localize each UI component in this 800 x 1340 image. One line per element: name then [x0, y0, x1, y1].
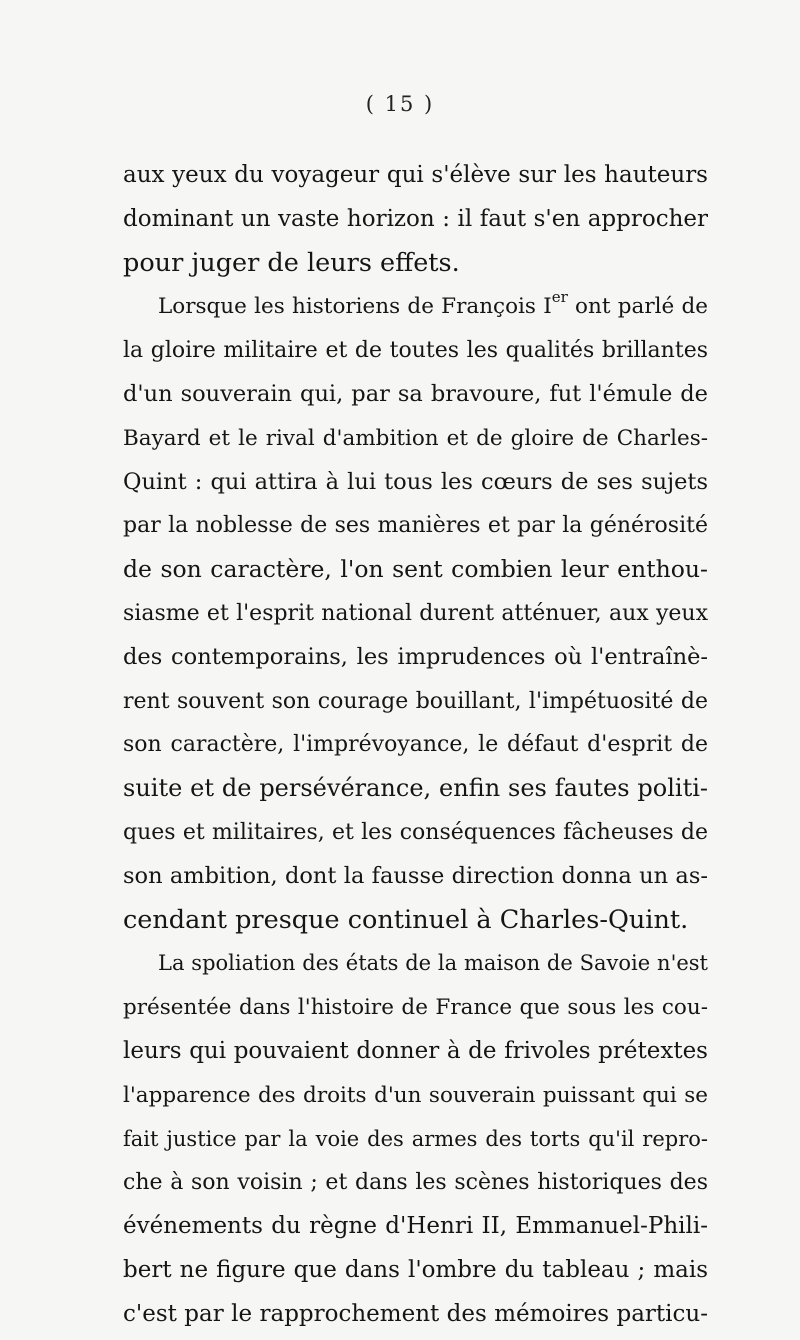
page-number: ( 15 )	[365, 92, 435, 116]
text-line: c'est par le rapprochement des mémoires particu-	[123, 1300, 708, 1327]
text-line: événements du règne d'Henri II, Emmanuel-Phili-	[123, 1213, 708, 1240]
body-text	[123, 154, 708, 1337]
text-line: Bayard et le rival d'ambition et de gloire de Charles-	[123, 425, 708, 451]
text-line: des contemporains, les imprudences où l'entraînè-	[123, 643, 708, 670]
paragraph-1	[123, 154, 708, 285]
text-line: pour juger de leurs effets.	[123, 247, 460, 278]
text-line: aux yeux du voyageur qui s'élève sur les hauteurs	[123, 162, 708, 188]
text-segment: Lorsque les historiens de François I	[158, 294, 552, 320]
superscript: er	[551, 288, 568, 307]
text-line: suite et de persévérance, enfin ses fautes politi-	[123, 774, 708, 803]
text-line: ques et militaires, et les conséquences fâcheuses de	[123, 819, 708, 845]
text-line: siasme et l'esprit national durent atténuer, aux yeux	[123, 600, 708, 626]
text-line: présentée dans l'histoire de France que sous les cou-	[123, 995, 708, 1021]
text-line: de son caractère, l'on sent combien leur enthou-	[123, 555, 708, 584]
text-line: d'un souverain qui, par sa bravoure, fut l'émule de	[123, 380, 708, 407]
text-line: rent souvent son courage bouillant, l'impétuosité de	[123, 688, 708, 714]
text-segment: ont parlé de	[567, 294, 708, 320]
paragraph-2	[123, 285, 708, 942]
text-line: che à son voisin ; et dans les scènes historiques des	[123, 1170, 708, 1196]
text-line: son caractère, l'imprévoyance, le défaut d'esprit de	[123, 732, 708, 758]
text-line: fait justice par la voie des armes des torts qu'il repro-	[123, 1126, 708, 1151]
text-line: son ambition, dont la fausse direction donna un as-	[123, 862, 708, 889]
paragraph-3	[123, 942, 708, 1336]
text-line: bert ne figure que dans l'ombre du tableau ; mais	[123, 1256, 708, 1283]
text-line	[123, 285, 708, 329]
text-line: Quint : qui attira à lui tous les cœurs de ses sujets	[123, 468, 708, 495]
text-line: leurs qui pouvaient donner à de frivoles prétextes	[123, 1037, 708, 1064]
text-line: dominant un vaste horizon : il faut s'en approcher	[123, 205, 708, 232]
text-line: La spoliation des états de la maison de Savoie n'est	[158, 951, 708, 976]
text-line: la gloire militaire et de toutes les qualités brillantes	[123, 338, 708, 364]
text-line: par la noblesse de ses manières et par la générosité	[123, 513, 708, 539]
text-line: cendant presque continuel à Charles-Quint.	[123, 904, 689, 935]
text-line: l'apparence des droits d'un souverain puissant qui se	[123, 1082, 708, 1108]
